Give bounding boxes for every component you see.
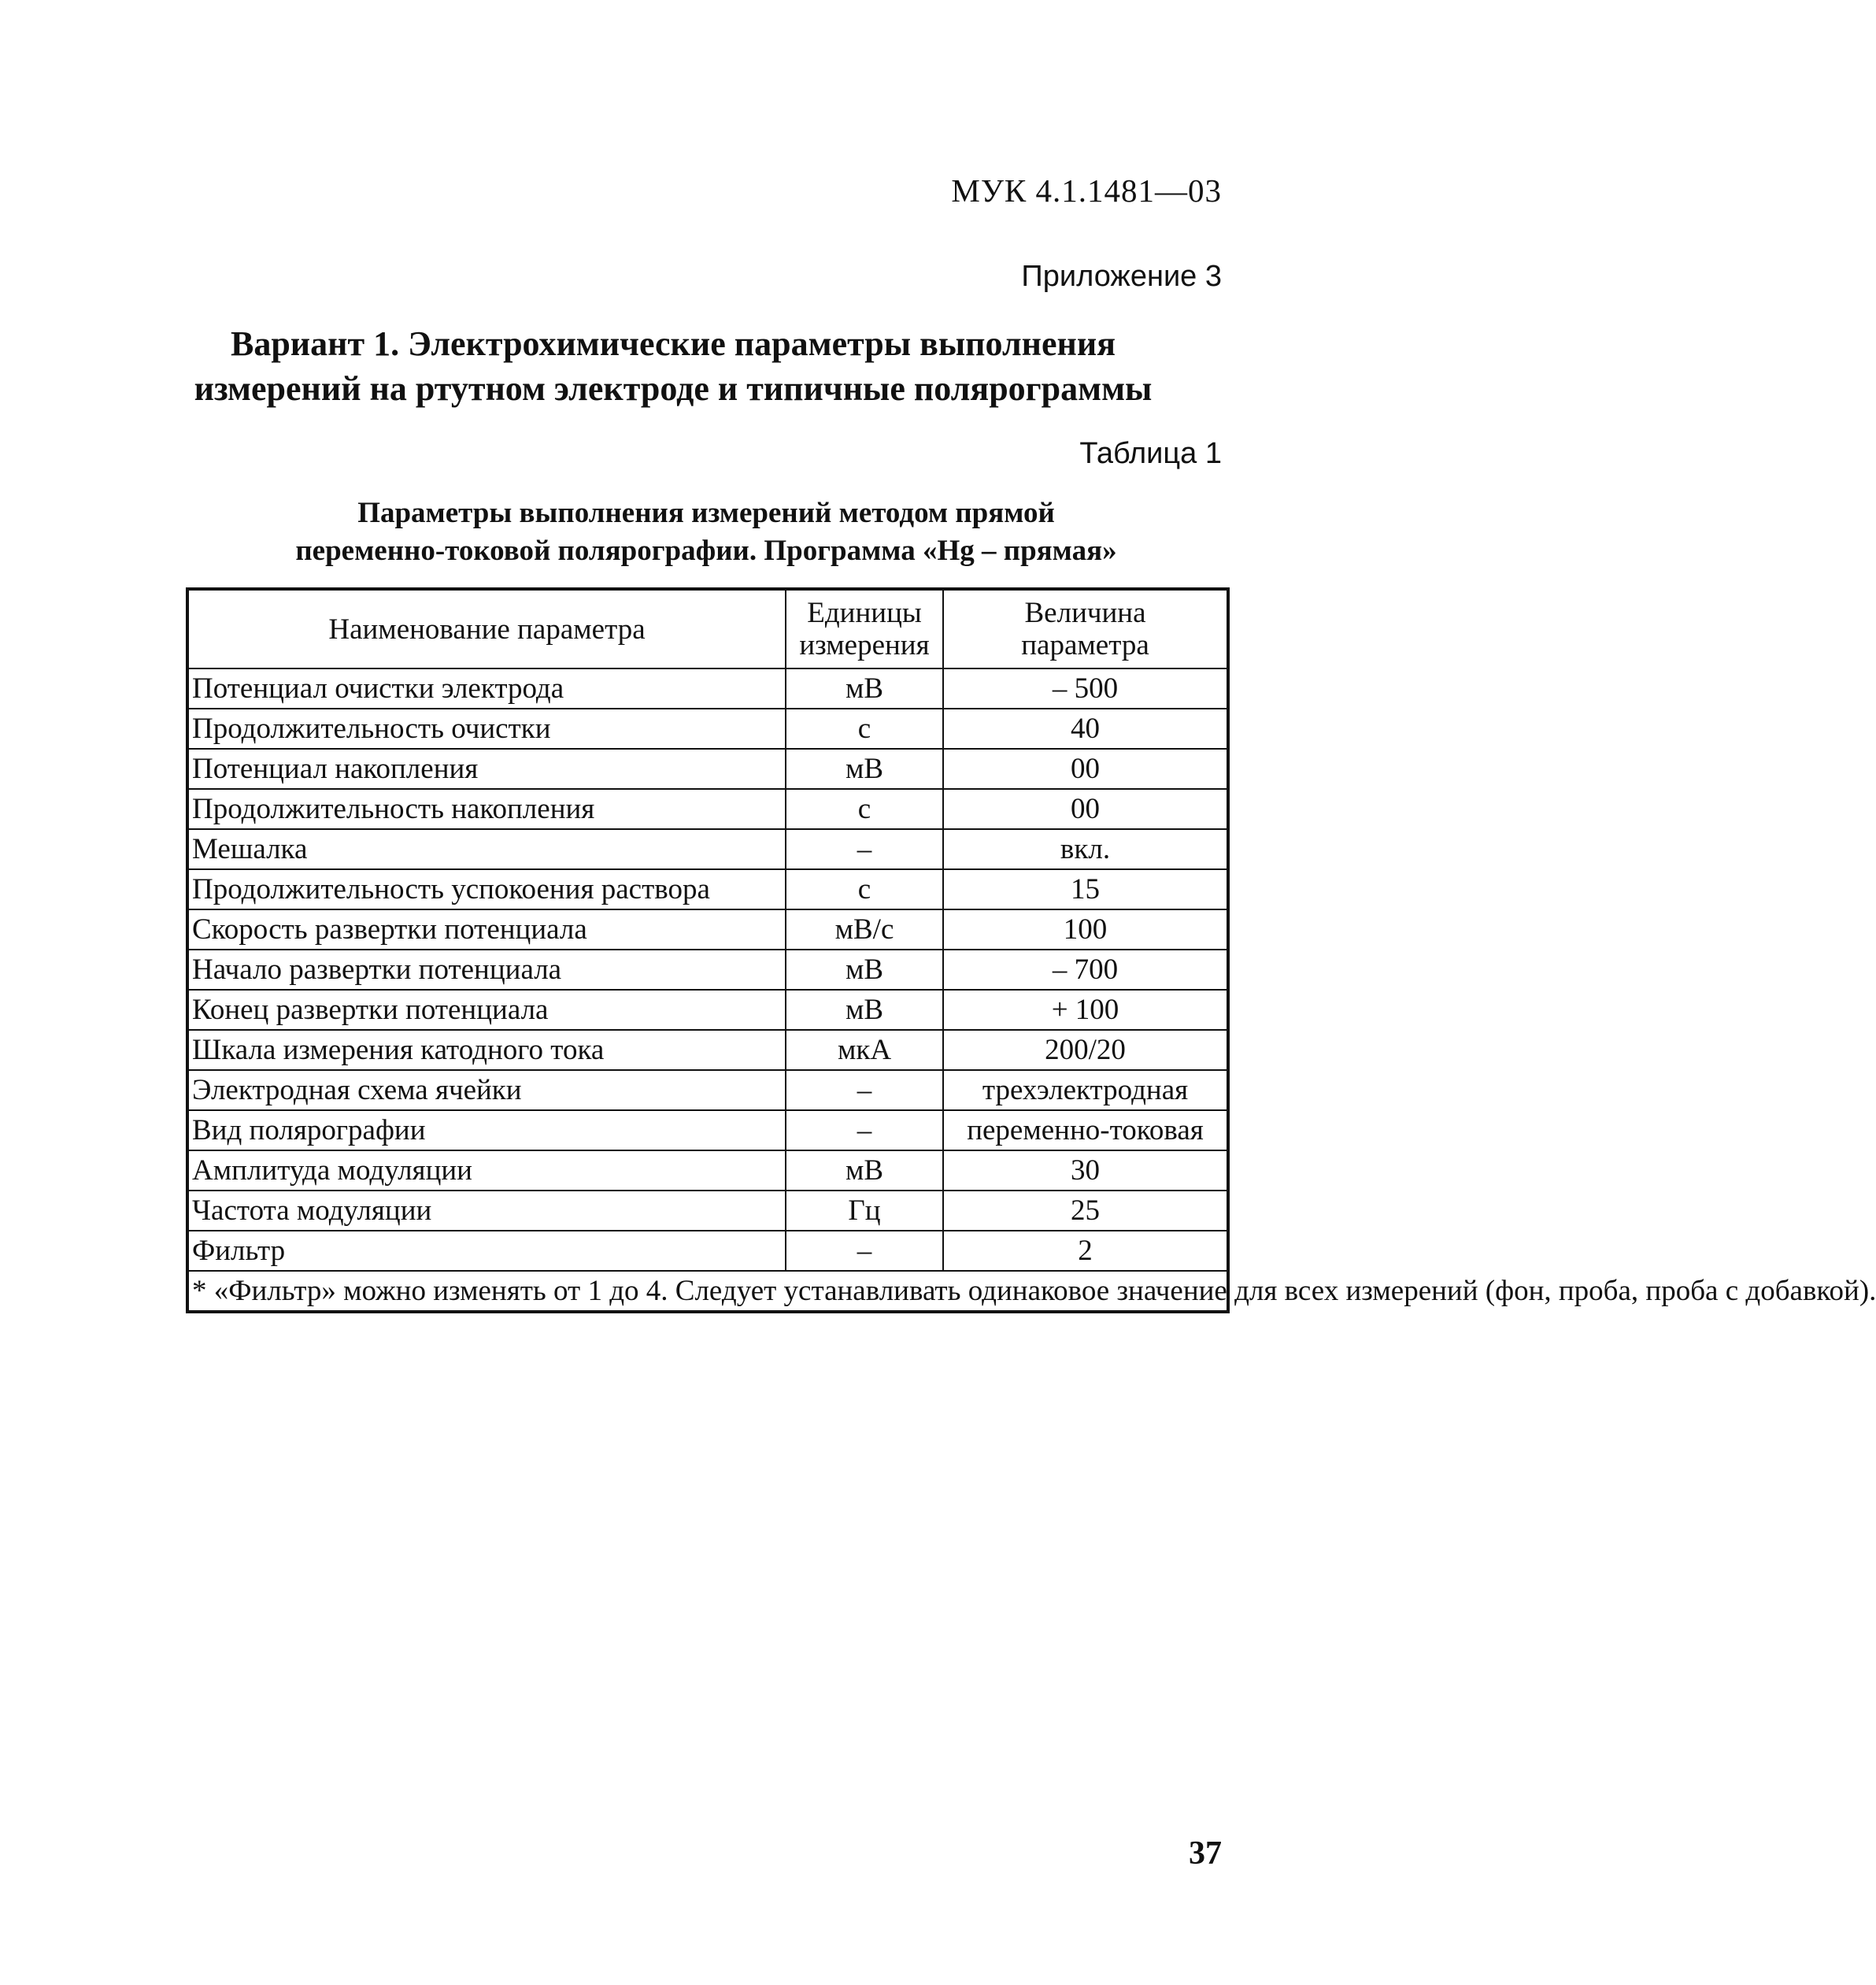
page-title-line-2: измерений на ртутном электроде и типичные полярограммы: [194, 369, 1153, 408]
parameter-name-cell: Вид полярографии: [187, 1110, 786, 1150]
value-cell: 00: [943, 749, 1228, 789]
parameter-name-cell: Шкала измерения катодного тока: [187, 1030, 786, 1070]
table-row: [187, 1231, 1228, 1271]
value-cell: 00: [943, 789, 1228, 829]
header-value: [943, 589, 1228, 668]
parameter-name-cell: Частота модуляции: [187, 1191, 786, 1231]
appendix-label: Приложение 3: [1021, 260, 1222, 293]
unit-cell: –: [786, 1110, 943, 1150]
parameters-table: [186, 587, 1876, 1313]
parameter-name-cell: Конец развертки потенциала: [187, 990, 786, 1030]
table-row: [187, 1110, 1228, 1150]
value-cell: – 700: [943, 950, 1228, 990]
unit-cell: мкА: [786, 1030, 943, 1070]
table-caption: [186, 494, 1227, 570]
page-number: 37: [1189, 1835, 1222, 1872]
value-cell: вкл.: [943, 829, 1228, 869]
parameter-name-cell: Мешалка: [187, 829, 786, 869]
unit-cell: мВ: [786, 990, 943, 1030]
unit-cell: мВ: [786, 950, 943, 990]
parameter-name-cell: Потенциал накопления: [187, 749, 786, 789]
unit-cell: –: [786, 1231, 943, 1271]
unit-cell: мВ: [786, 749, 943, 789]
parameter-name-cell: Фильтр: [187, 1231, 786, 1271]
value-cell: + 100: [943, 990, 1228, 1030]
page-title: [157, 321, 1189, 411]
unit-cell: мВ: [786, 668, 943, 709]
parameter-name-cell: Начало развертки потенциала: [187, 950, 786, 990]
table-row: [187, 789, 1228, 829]
parameter-name-cell: Амплитуда модуляции: [187, 1150, 786, 1191]
unit-cell: –: [786, 829, 943, 869]
table-header-row: [187, 589, 1228, 668]
header-unit-line-1: Единицы: [807, 597, 922, 629]
table-footnote: * «Фильтр» можно изменять от 1 до 4. Следует устанавливать одинаковое значение для всех измерений (фон, проба, проба с добавкой).: [187, 1271, 1228, 1312]
value-cell: 40: [943, 709, 1228, 749]
unit-cell: –: [786, 1070, 943, 1110]
header-value-line-2: параметра: [1021, 629, 1149, 661]
parameter-name-cell: Продолжительность успокоения раствора: [187, 869, 786, 909]
header-value-line-1: Величина: [1024, 597, 1146, 629]
table-row: [187, 749, 1228, 789]
table-row: [187, 909, 1228, 950]
footnote-row: [187, 1271, 1228, 1312]
table-caption-line-2: переменно-токовой полярографии. Программа «Hg – прямая»: [295, 535, 1117, 567]
table-row: [187, 1070, 1228, 1110]
value-cell: трехэлектродная: [943, 1070, 1228, 1110]
table-row: [187, 1150, 1228, 1191]
parameter-name-cell: Электродная схема ячейки: [187, 1070, 786, 1110]
parameter-name-cell: Потенциал очистки электрода: [187, 668, 786, 709]
document-code: МУК 4.1.1481—03: [951, 172, 1222, 209]
unit-cell: с: [786, 709, 943, 749]
table-row: [187, 709, 1228, 749]
table-row: [187, 1030, 1228, 1070]
value-cell: 25: [943, 1191, 1228, 1231]
value-cell: 100: [943, 909, 1228, 950]
table-caption-line-1: Параметры выполнения измерений методом прямой: [357, 497, 1055, 529]
value-cell: переменно-токовая: [943, 1110, 1228, 1150]
page-title-line-1: Вариант 1. Электрохимические параметры выполнения: [230, 324, 1116, 363]
header-unit: [786, 589, 943, 668]
unit-cell: с: [786, 869, 943, 909]
parameter-name-cell: Продолжительность накопления: [187, 789, 786, 829]
header-unit-line-2: измерения: [799, 629, 930, 661]
header-parameter-name: Наименование параметра: [187, 589, 786, 668]
table-label: Таблица 1: [1079, 437, 1222, 470]
table-row: [187, 1191, 1228, 1231]
table-row: [187, 950, 1228, 990]
table-row: [187, 869, 1228, 909]
parameter-name-cell: Скорость развертки потенциала: [187, 909, 786, 950]
value-cell: 15: [943, 869, 1228, 909]
table-body: [187, 668, 1876, 1312]
unit-cell: с: [786, 789, 943, 829]
value-cell: – 500: [943, 668, 1228, 709]
unit-cell: мВ/с: [786, 909, 943, 950]
value-cell: 200/20: [943, 1030, 1228, 1070]
value-cell: 30: [943, 1150, 1228, 1191]
table-row: [187, 990, 1228, 1030]
value-cell: 2: [943, 1231, 1228, 1271]
unit-cell: мВ: [786, 1150, 943, 1191]
parameter-name-cell: Продолжительность очистки: [187, 709, 786, 749]
table-row: [187, 829, 1228, 869]
unit-cell: Гц: [786, 1191, 943, 1231]
table-row: [187, 668, 1228, 709]
